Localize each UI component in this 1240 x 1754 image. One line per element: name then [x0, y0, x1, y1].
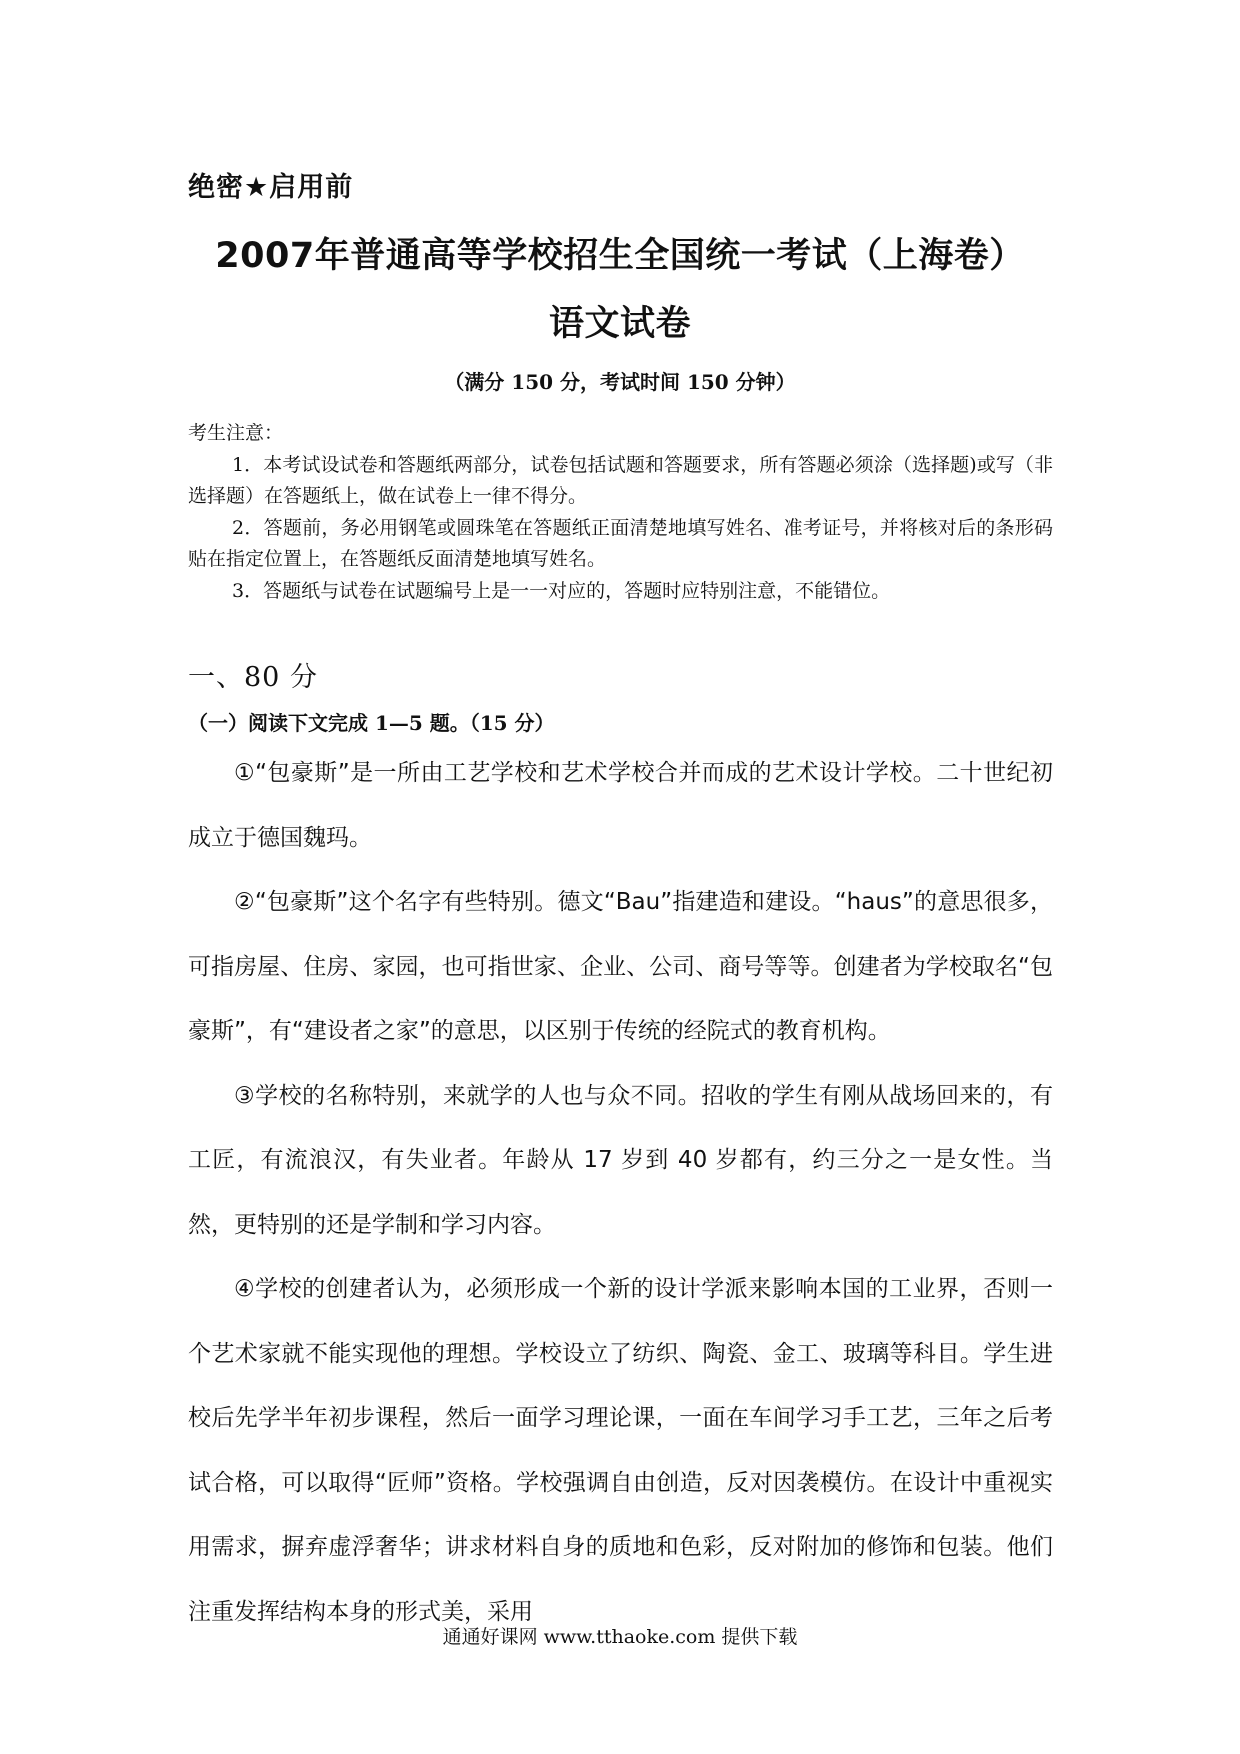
exam-score-time: （满分 150 分，考试时间 150 分钟） [444, 370, 796, 394]
passage-paragraph: ②“包豪斯”这个名字有些特别。德文“Bau”指建造和建设。“haus”的意思很多，可指房屋、住房、家园，也可指世家、企业、公司、商号等等。创建者为学校取名“包豪斯”，有“建设者之家”的意思，以区别于传统的经院式的教育机构。 [188, 889, 1053, 1044]
section-heading: 一、80 分 [188, 662, 318, 693]
notice-item: 1．本考试设试卷和答题纸两部分，试卷包括试题和答题要求，所有答题必须涂（选择题)或写（非选择题）在答题纸上，做在试卷上一律不得分。 [188, 453, 1053, 507]
exam-title: 2007年普通高等学校招生全国统一考试（上海卷） [215, 236, 1025, 276]
passage-paragraph: ①“包豪斯”是一所由工艺学校和艺术学校合并而成的艺术设计学校。二十世纪初成立于德国魏玛。 [188, 760, 1053, 851]
passage-paragraph: ③学校的名称特别，来就学的人也与众不同。招收的学生有刚从战场回来的，有工匠，有流浪汉，有失业者。年龄从 17 岁到 40 岁都有，约三分之一是女性。当然，更特别的还是学制和学习内容。 [188, 1082, 1053, 1238]
passage-paragraph: ④学校的创建者认为，必须形成一个新的设计学派来影响本国的工业界，否则一个艺术家就不能实现他的理想。学校设立了纺织、陶瓷、金工、玻璃等科目。学生进校后先学半年初步课程，然后一面学习理论课，一面在车间学习手工艺，三年之后考试合格，可以取得“匠师”资格。学校强调自由创造，反对因袭模仿。在设计中重视实用需求，摒弃虚浮奢华；讲求材料自身的质地和色彩，反对附加的修饰和包装。他们注重发挥结构本身的形式美，采用 [188, 1276, 1053, 1625]
notice-item: 3．答题纸与试卷在试题编号上是一一对应的，答题时应特别注意，不能错位。 [232, 579, 891, 602]
reading-instruction: （一）阅读下文完成 1—5 题。（15 分） [188, 711, 555, 735]
reading-passage [188, 741, 1053, 1644]
secret-mark: 绝密★启用前 [188, 172, 354, 203]
notice-heading: 考生注意： [188, 422, 284, 444]
exam-subject-title: 语文试卷 [548, 304, 691, 344]
notice-item: 2．答题前，务必用钢笔或圆珠笔在答题纸正面清楚地填写姓名、准考证号，并将核对后的条形码贴在指定位置上，在答题纸反面清楚地填写姓名。 [188, 516, 1053, 570]
page-footer: 通通好课网 www.tthaoke.com 提供下载 [442, 1626, 798, 1648]
candidate-notice [188, 418, 1053, 607]
